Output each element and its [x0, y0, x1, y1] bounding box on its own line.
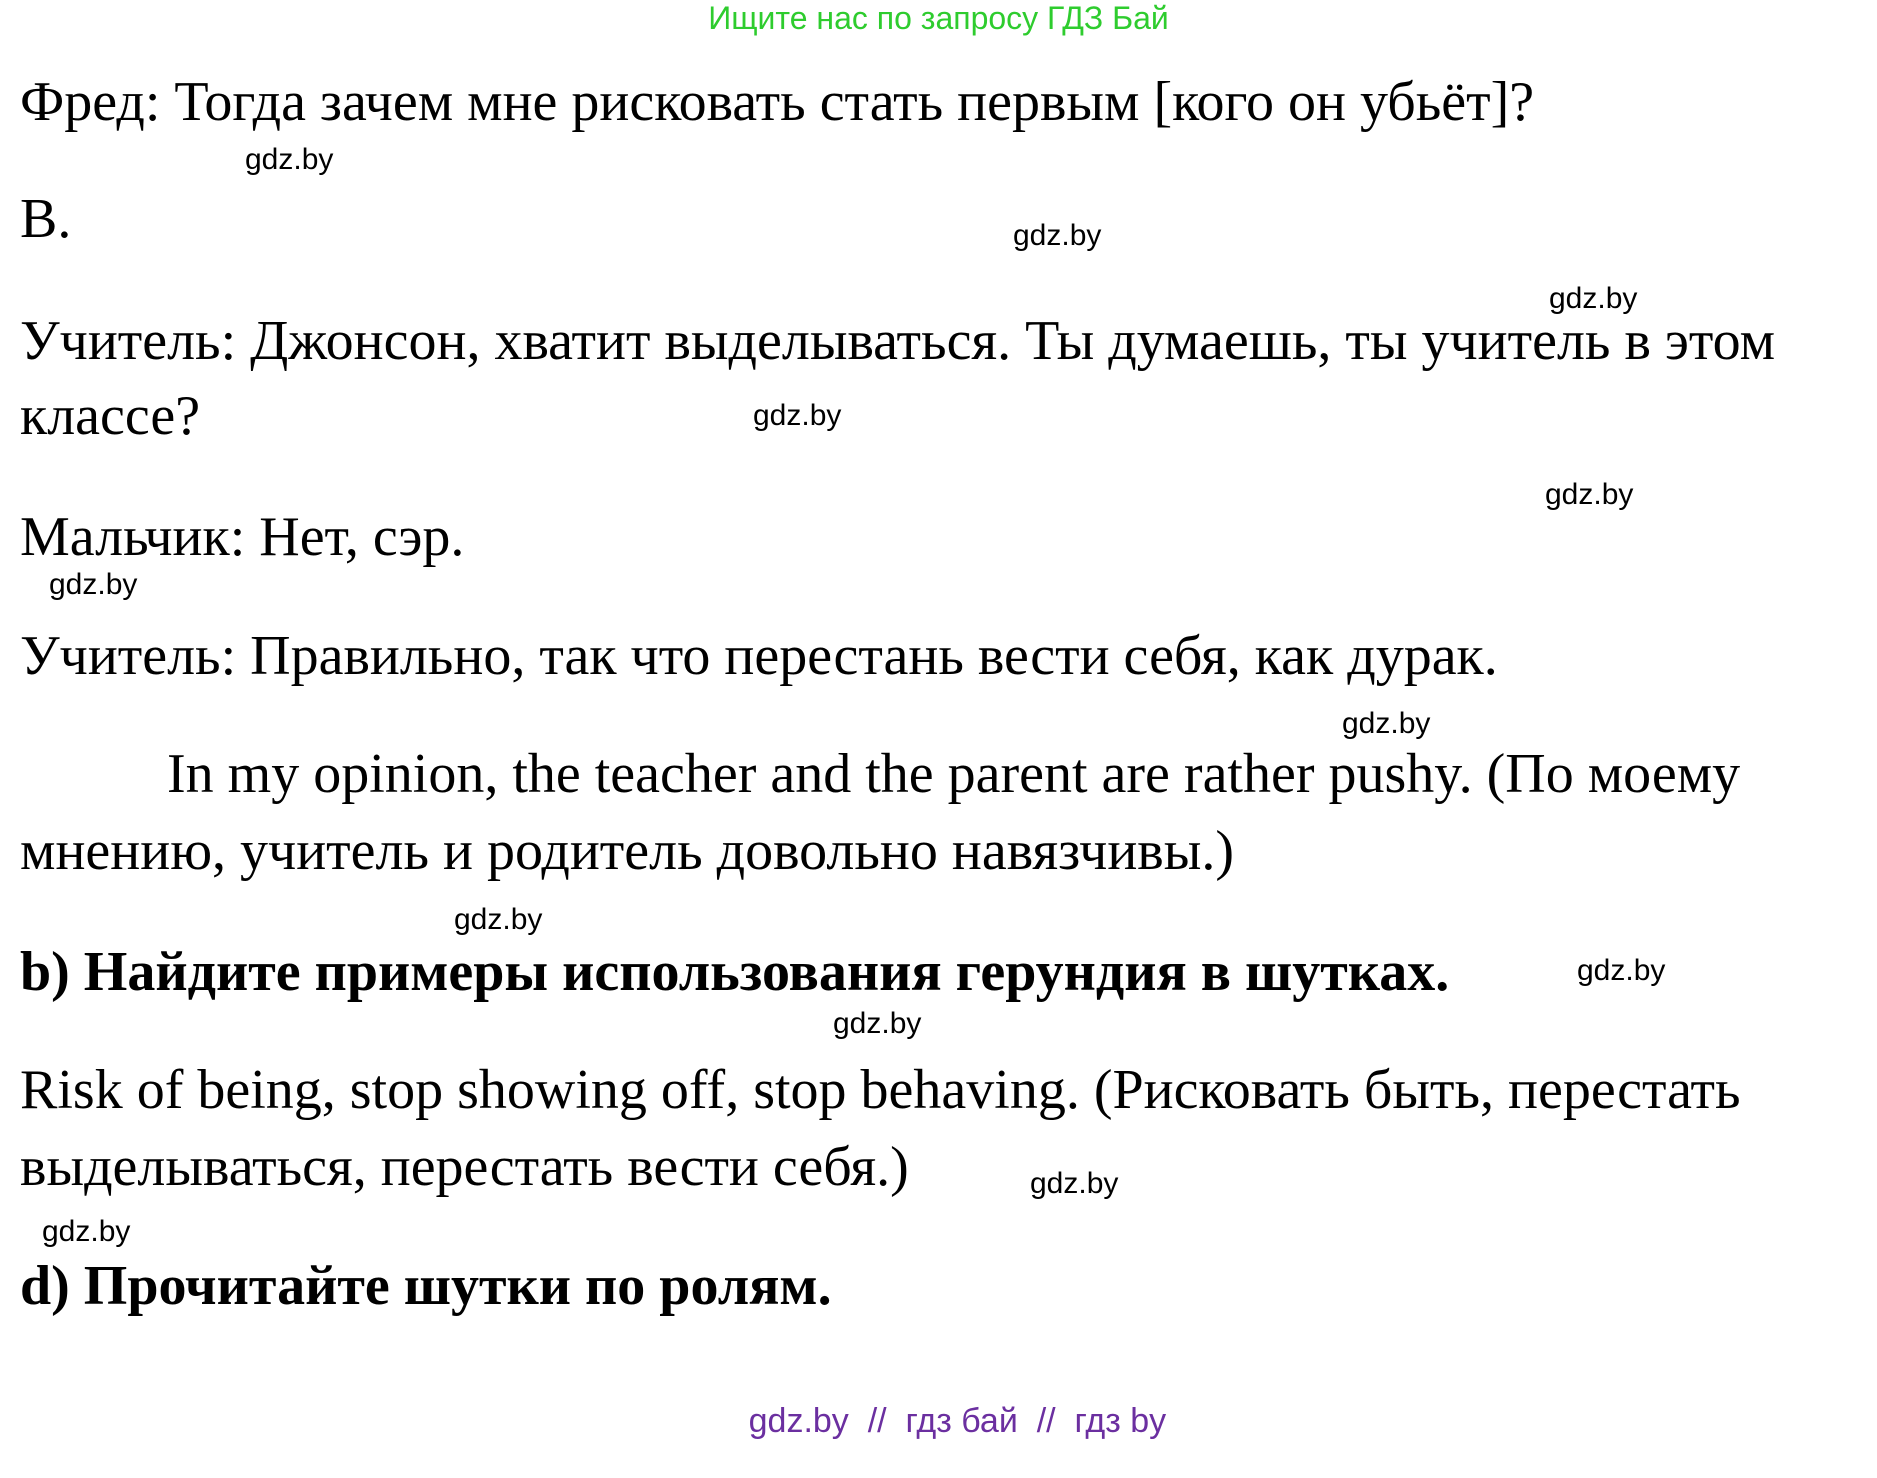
- text-line-boy: Мальчик: Нет, сэр.: [20, 506, 465, 568]
- watermark: gdz.by: [1545, 478, 1634, 511]
- heading-task-d: d) Прочитайте шутки по ролям.: [20, 1255, 832, 1317]
- heading-task-b: b) Найдите примеры использования герундия в шутках.: [20, 941, 1450, 1003]
- watermark: gdz.by: [49, 568, 138, 601]
- watermark: gdz.by: [1030, 1167, 1119, 1200]
- watermark: gdz.by: [42, 1215, 131, 1248]
- text-line-teacher-1b: классе?: [20, 385, 201, 447]
- watermark: gdz.by: [245, 143, 334, 176]
- watermark: gdz.by: [1549, 282, 1638, 315]
- watermark: gdz.by: [833, 1007, 922, 1040]
- search-hint-text: Ищите нас по запросу ГДЗ Бай: [708, 0, 1169, 36]
- text-line-fred: Фред: Тогда зачем мне рисковать стать первым [кого он убьёт]?: [20, 71, 1535, 133]
- watermark: gdz.by: [1577, 954, 1666, 987]
- footer-text: gdz.by // гдз бай // гдз by: [748, 1402, 1167, 1440]
- text-line-opinion-a: In my opinion, the teacher and the parent are rather pushy. (По моему: [167, 743, 1741, 805]
- text-line-opinion-b: мнению, учитель и родитель довольно навязчивы.): [20, 820, 1235, 882]
- watermark: gdz.by: [1342, 707, 1431, 740]
- watermark: gdz.by: [753, 399, 842, 432]
- footer-sites: [0, 1364, 1877, 1478]
- text-line-section-b: B.: [20, 188, 72, 250]
- watermark: gdz.by: [1013, 219, 1102, 252]
- text-line-teacher-1a: Учитель: Джонсон, хватит выделываться. Ты думаешь, ты учитель в этом: [20, 310, 1776, 372]
- text-line-answer-a: Risk of being, stop showing off, stop behaving. (Рисковать быть, перестать: [20, 1059, 1741, 1121]
- text-line-answer-b: выделываться, перестать вести себя.): [20, 1136, 909, 1198]
- text-line-teacher-2: Учитель: Правильно, так что перестань вести себя, как дурак.: [20, 625, 1498, 687]
- watermark: gdz.by: [454, 903, 543, 936]
- search-hint-banner: [0, 0, 1877, 36]
